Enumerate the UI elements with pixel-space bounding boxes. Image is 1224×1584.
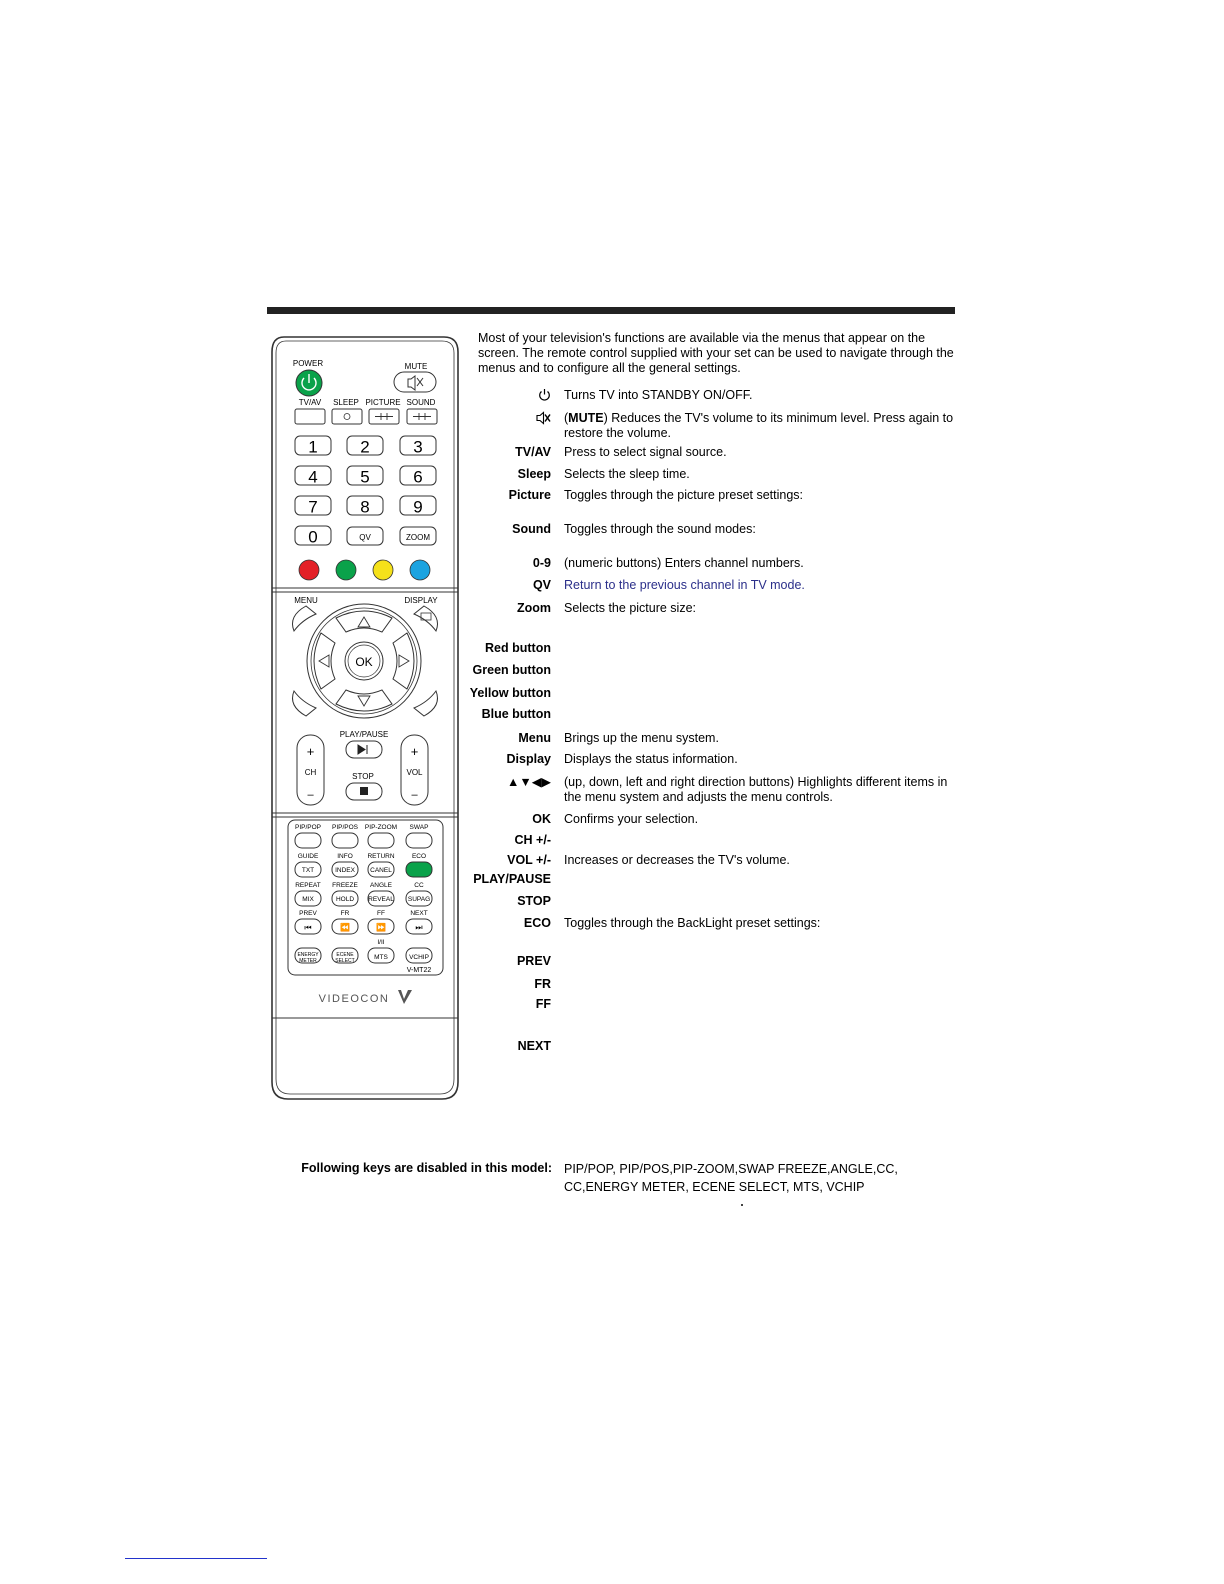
key-name: Menu: [518, 731, 551, 745]
key-name: OK: [532, 812, 551, 826]
key-name: Sound: [512, 522, 551, 536]
key-name: Green button: [472, 663, 551, 677]
mix-text: MIX: [302, 896, 314, 903]
sleep-button[interactable]: [332, 409, 362, 424]
ii-label: I/II: [377, 939, 385, 946]
ff-icon: ⏩: [376, 923, 386, 932]
key-name: ECO: [523, 916, 551, 930]
reveal-text: REVEAL: [368, 896, 394, 903]
pip-pop-button[interactable]: [295, 833, 321, 848]
sleep-label: SLEEP: [333, 398, 359, 407]
remote-control-illustration: [266, 334, 462, 1104]
swap-button[interactable]: [406, 833, 432, 848]
label-cc: CC: [414, 882, 424, 889]
key-description: Increases or decreases the TV's volume.: [564, 853, 790, 867]
disabled-keys-label: Following keys are disabled in this model:: [301, 1161, 552, 1175]
intro-text: Most of your television's functions are available via the menus that appear on the screen. The remote control supplied with your set can be used to navigate through the menus and to configure all the general settings.: [478, 331, 954, 375]
brand-logo: VIDEOCON: [318, 993, 390, 1005]
key-description: (MUTE) Reduces the TV's volume to its minimum level. Press again to restore the volume.: [564, 411, 954, 440]
key-name: VOL +/-: [507, 853, 551, 867]
supag-text: SUPAG: [407, 896, 431, 903]
mute-label: MUTE: [404, 362, 428, 371]
ok-label: OK: [355, 655, 373, 669]
tvav-button[interactable]: [295, 409, 325, 424]
red-button[interactable]: [299, 560, 319, 580]
qv-label: QV: [359, 533, 371, 542]
vchip-text: VCHIP: [409, 954, 429, 961]
pip-pos-button[interactable]: [332, 833, 358, 848]
key-name: Picture: [508, 488, 551, 502]
green-button[interactable]: [336, 560, 356, 580]
digit-7-label: 7: [308, 497, 318, 517]
key-description: Brings up the menu system.: [564, 731, 719, 745]
label-info: INFO: [337, 853, 353, 860]
label-return: RETURN: [367, 853, 395, 860]
label-eco: ECO: [411, 853, 427, 860]
digit-0-label: 0: [308, 527, 318, 547]
disabled-keys-line1: PIP/POP, PIP/POS,PIP-ZOOM,SWAP FREEZE,ANGLE,CC,: [564, 1162, 898, 1176]
blue-button[interactable]: [410, 560, 430, 580]
vol-label: VOL: [406, 768, 423, 777]
key-description: Turns TV into STANDBY ON/OFF.: [564, 388, 753, 402]
yellow-button[interactable]: [373, 560, 393, 580]
power-label: POWER: [292, 359, 324, 368]
stray-dot: [741, 1204, 743, 1206]
label-pip-pop: PIP/POP: [294, 824, 322, 831]
key-name: CH +/-: [514, 833, 551, 847]
svg-text:+: +: [306, 744, 315, 759]
digit-8-label: 8: [360, 497, 370, 517]
key-name: NEXT: [517, 1039, 551, 1053]
zoom-label: ZOOM: [406, 533, 430, 542]
svg-text:–: –: [307, 789, 314, 801]
key-description: (up, down, left and right direction buttons) Highlights different items in the menu system and adjusts the menu controls.: [564, 775, 948, 804]
key-description: Toggles through the picture preset settings:: [564, 488, 804, 502]
key-name: Zoom: [516, 601, 551, 615]
model-label: V-MT22: [406, 967, 432, 974]
next-icon: ⏭: [415, 923, 423, 932]
label-angle: ANGLE: [369, 882, 393, 889]
digit-2-label: 2: [360, 437, 370, 457]
mts-text: MTS: [374, 954, 388, 961]
key-name: PLAY/PAUSE: [473, 872, 551, 886]
key-name: [440, 388, 551, 403]
label-repeat: REPEAT: [295, 882, 321, 889]
canel-text: CANEL: [370, 867, 392, 874]
key-name: STOP: [517, 894, 551, 908]
prev-icon: ⏮: [304, 923, 312, 932]
label-swap: SWAP: [409, 824, 429, 831]
energy-meter-text-1: ENERGY: [297, 952, 319, 958]
key-descriptions: [440, 0, 960, 1100]
key-name: Display: [506, 752, 551, 766]
tvav-label: TV/AV: [298, 398, 322, 407]
key-name: FR: [534, 977, 551, 991]
label-pip-zoom: PIP-ZOOM: [364, 824, 398, 831]
sound-label: SOUND: [406, 398, 436, 407]
svg-text:+: +: [410, 744, 419, 759]
label-pip-pos: PIP/POS: [331, 824, 359, 831]
key-name: 0-9: [532, 556, 551, 570]
stop-label: STOP: [352, 772, 374, 781]
key-description: Confirms your selection.: [564, 812, 699, 826]
ecene-select-text-1: ECENE: [336, 952, 354, 958]
label-guide: GUIDE: [297, 853, 319, 860]
mute-icon: [536, 411, 551, 425]
index-text: INDEX: [335, 867, 355, 874]
energy-meter-text-2: METER: [299, 958, 317, 964]
pip-zoom-button[interactable]: [368, 833, 394, 848]
key-description: Toggles through the BackLight preset settings:: [564, 916, 821, 930]
ecene-select-text-2: SELECT: [335, 958, 355, 964]
hold-text: HOLD: [335, 896, 355, 903]
power-icon: [538, 388, 551, 401]
key-name: TV/AV: [515, 445, 551, 459]
key-description-bold: MUTE: [568, 411, 604, 425]
key-name: PREV: [516, 954, 551, 968]
key-description: Press to select signal source.: [564, 445, 727, 459]
label-next: NEXT: [410, 910, 428, 917]
digit-1-label: 1: [308, 437, 318, 457]
digit-5-label: 5: [360, 467, 370, 487]
eco-button[interactable]: [406, 862, 432, 877]
display-label: DISPLAY: [404, 596, 438, 605]
fr-icon: ⏪: [340, 923, 350, 932]
bottom-link-underline: [125, 1558, 267, 1559]
key-description: Toggles through the sound modes:: [564, 522, 756, 536]
disabled-keys-list: [564, 1161, 954, 1196]
ch-label: CH: [304, 768, 317, 777]
key-description: Selects the picture size:: [564, 601, 697, 615]
stop-icon: [360, 787, 368, 795]
key-description-rest: ) Reduces the TV's volume to its minimum level. Press again to restore the volume.: [564, 411, 954, 440]
label-fr: FR: [340, 910, 350, 917]
label-prev: PREV: [299, 910, 317, 917]
key-description: (numeric buttons) Enters channel numbers.: [564, 556, 804, 570]
svg-text:–: –: [411, 789, 418, 801]
play-pause-label: PLAY/PAUSE: [339, 730, 389, 739]
key-description: Selects the sleep time.: [564, 467, 690, 481]
digit-3-label: 3: [413, 437, 423, 457]
key-name: ▲▼◀▶: [507, 775, 551, 789]
key-name: Sleep: [517, 467, 551, 481]
key-name: QV: [532, 578, 551, 592]
key-name: Red button: [485, 641, 551, 655]
menu-label: MENU: [294, 596, 318, 605]
label-ff: FF: [377, 910, 385, 917]
key-description: Displays the status information.: [564, 752, 738, 766]
digit-4-label: 4: [308, 467, 318, 487]
key-name: FF: [535, 997, 551, 1011]
txt-text: TXT: [301, 867, 315, 874]
key-name: Yellow button: [469, 686, 551, 700]
disabled-keys-line2: CC,ENERGY METER, ECENE SELECT, MTS, VCHIP: [564, 1179, 865, 1194]
label-freeze: FREEZE: [332, 882, 358, 889]
key-description: Return to the previous channel in TV mode.: [564, 578, 805, 592]
key-name: [440, 411, 551, 427]
picture-label: PICTURE: [365, 398, 401, 407]
digit-6-label: 6: [413, 467, 423, 487]
digit-9-label: 9: [413, 497, 423, 517]
key-name: Blue button: [481, 707, 551, 721]
